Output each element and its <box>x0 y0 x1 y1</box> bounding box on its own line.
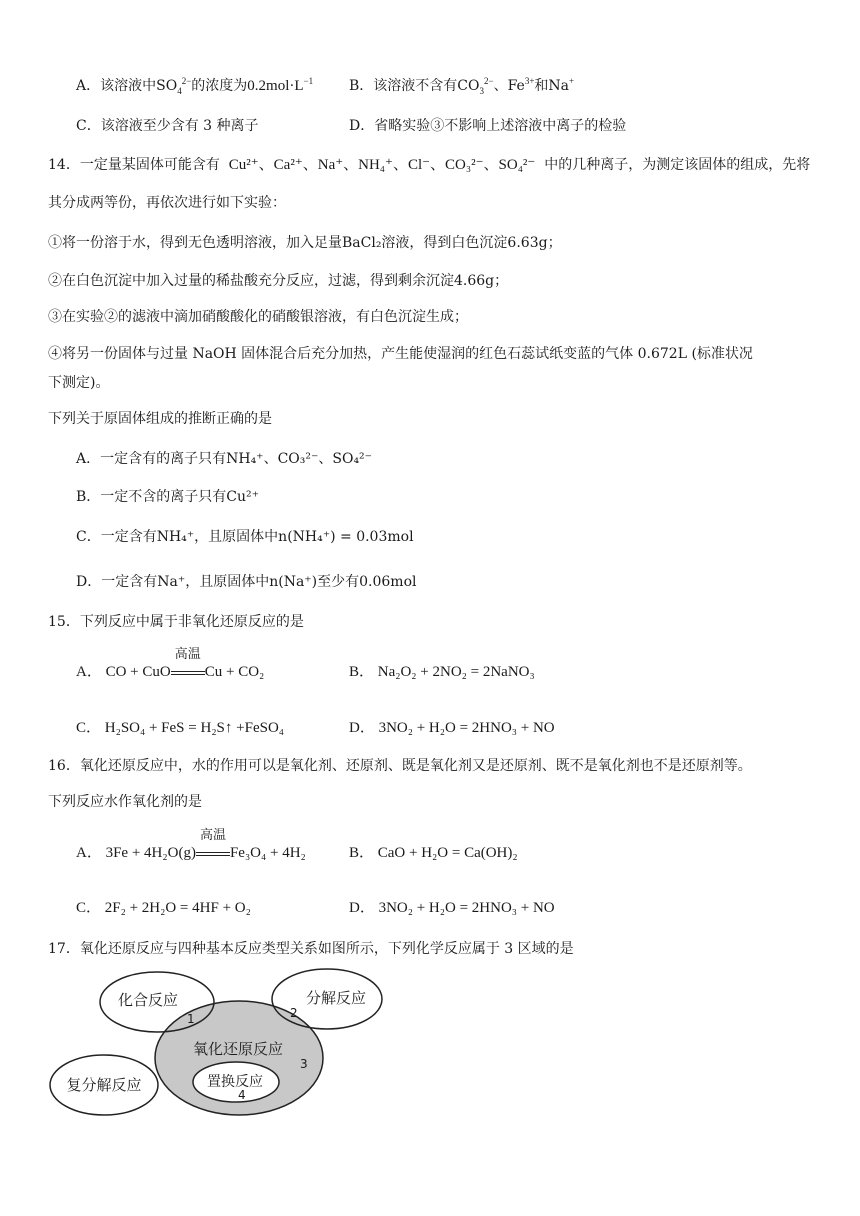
region-number-3: 3 <box>300 1057 308 1071</box>
reaction-condition: 高温 <box>171 662 205 682</box>
q14-option-a: A．一定含有的离子只有NH₄⁺、CO₃²⁻、SO₄²⁻ <box>76 451 373 467</box>
q14-option-b: B．一定不含的离子只有Cu²⁺ <box>76 489 260 505</box>
q16-option-c: C． 2F₂ + 2H₂O = 4HF + O₂ <box>76 900 251 916</box>
reaction-type-venn-diagram <box>40 965 400 1125</box>
q14-question: 下列关于原固体组成的推断正确的是 <box>48 411 272 427</box>
q16-stem-line2: 下列反应水作氧化剂的是 <box>48 794 202 810</box>
q14-stem-line2: 其分成两等份，再依次进行如下实验： <box>48 195 286 211</box>
q13-option-d: D．省略实验③不影响上述溶液中离子的检验 <box>349 118 627 134</box>
q14-step-4-cont: 下测定)。 <box>48 375 110 391</box>
q15-stem: 15．下列反应中属于非氧化还原反应的是 <box>48 614 304 630</box>
q16-stem-line1: 16．氧化还原反应中，水的作用可以是氧化剂、还原剂、既是氧化剂又是还原剂、既不是氧化剂也不是还原剂等。 <box>48 758 752 774</box>
region-number-1: 1 <box>187 1012 195 1026</box>
label-double-decomposition: 复分解反应 <box>66 1076 142 1094</box>
q14-step-2: ②在白色沉淀中加入过量的稀盐酸充分反应，过滤，得到剩余沉淀4.66g； <box>48 273 509 289</box>
q15-option-c: C． H₂SO₄ + FeS = H₂S↑ +FeSO₄ <box>76 720 285 736</box>
label-combination: 化合反应 <box>117 991 179 1009</box>
q16-option-d: D． 3NO₂ + H₂O = 2HNO₃ + NO <box>349 900 555 916</box>
q14-option-c: C．一定含有NH₄⁺，且原固体中n(NH₄⁺) = 0.03mol <box>76 529 414 545</box>
region-number-2: 2 <box>290 1006 298 1020</box>
region-number-4: 4 <box>238 1088 246 1102</box>
label-displacement: 置换反应 <box>207 1074 263 1090</box>
q14-step-4: ④将另一份固体与过量 NaOH 固体混合后充分加热，产生能使湿润的红色石蕊试纸变蓝的气体 0.672L (标准状况 <box>48 346 753 362</box>
q13-option-b: B．该溶液不含有$CO_3^{2-}$、$Fe^{3+}$和Na+ <box>349 76 575 96</box>
q16-option-a: A． 3Fe + 4H₂O(g) 高温 Fe₃O₄ + 4H₂ <box>76 827 306 861</box>
q15-option-a: A． CO + CuO 高温 Cu + CO₂ <box>76 646 265 680</box>
label-decomposition: 分解反应 <box>305 989 367 1007</box>
q14-option-d: D．一定含有Na⁺，且原固体中n(Na⁺)至少有0.06mol <box>76 574 417 590</box>
q14-step-1: ①将一份溶于水，得到无色透明溶液，加入足量BaCl₂溶液，得到白色沉淀6.63g； <box>48 235 562 251</box>
q13-option-a: A．该溶液中$SO_4^{2-}$的浓度为$0.2mol\cdot L^{-1}$ <box>76 76 314 96</box>
q17-stem: 17．氧化还原反应与四种基本反应类型关系如图所示，下列化学反应属于 3 区域的是 <box>48 941 574 957</box>
q13-option-c: C．该溶液至少含有 3 种离子 <box>76 118 259 134</box>
q15-option-d: D． 3NO₂ + H₂O = 2HNO₃ + NO <box>349 720 555 736</box>
label-redox: 氧化还原反应 <box>192 1040 284 1058</box>
q14-stem-line1: 14．一定量某固体可能含有 Cu²⁺、Ca²⁺、Na⁺、NH₄⁺、Cl⁻、CO₃²⁻、SO₄²⁻ 中的几种离子，为测定该固体的组成，先将 <box>48 157 811 173</box>
reaction-condition: 高温 <box>196 843 230 863</box>
q16-option-b: B． CaO + H₂O = Ca(OH)₂ <box>349 845 518 861</box>
q14-step-3: ③在实验②的滤液中滴加硝酸酸化的硝酸银溶液，有白色沉淀生成； <box>48 309 468 325</box>
q15-option-b: B． Na₂O₂ + 2NO₂ = 2NaNO₃ <box>349 664 535 680</box>
